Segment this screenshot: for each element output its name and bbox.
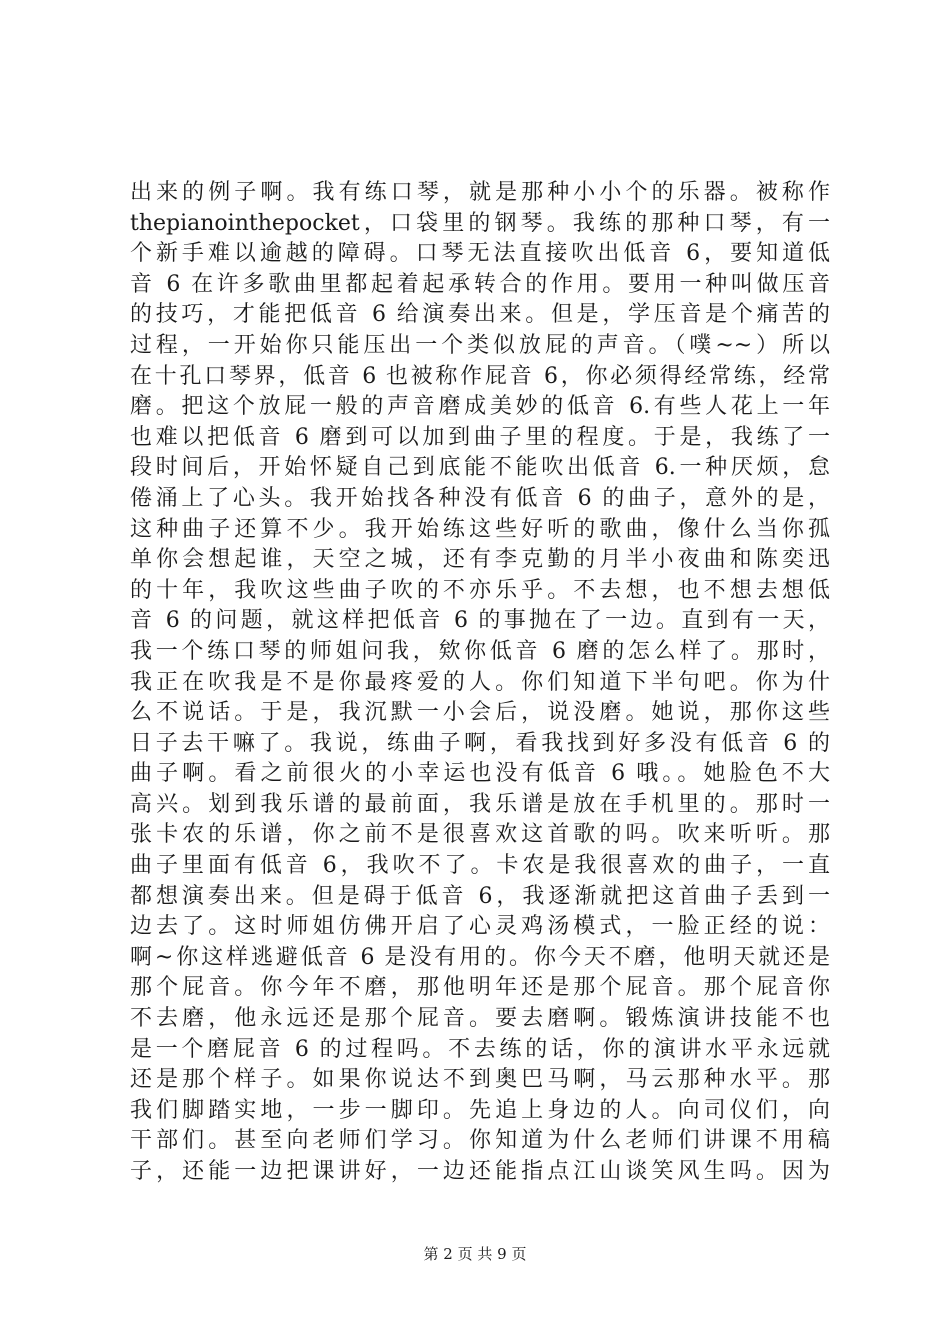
text-line: 音 6 在许多歌曲里都起着起承转合的作用。要用一种叫做压音 [130,271,830,297]
page-number-footer: 第 2 页 共 9 页 [423,1245,527,1263]
body-text [130,178,830,1188]
text-line: 么不说话。于是，我沉默一小会后，说没磨。她说，那你这些 [130,700,830,726]
text-line: 过程，一开始你只能压出一个类似放屁的声音。（噗~~）所以 [130,332,830,358]
text-line: 单你会想起谁，天空之城，还有李克勤的月半小夜曲和陈奕迅 [130,547,830,573]
text-line: 的技巧，才能把低音 6 给演奏出来。但是，学压音是个痛苦的 [130,302,830,328]
text-line: 出来的例子啊。我有练口琴，就是那种小小个的乐器。被称作 [130,180,830,205]
text-line: 啊~你这样逃避低音 6 是没有用的。你今天不磨，他明天就还是 [130,944,830,970]
text-line: 张卡农的乐谱，你之前不是很喜欢这首歌的吗。吹来听听。那 [130,822,830,848]
text-line: 我正在吹我是不是你最疼爱的人。你们知道下半句吧。你为什 [130,669,830,695]
text-line: 都想演奏出来。但是碍于低音 6，我逐渐就把这首曲子丢到一 [130,883,830,909]
text-line: 的十年，我吹这些曲子吹的不亦乐乎。不去想，也不想去想低 [130,577,830,603]
text-line: 干部们。甚至向老师们学习。你知道为什么老师们讲课不用稿 [130,1128,830,1154]
text-line: 子，还能一边把课讲好，一边还能指点江山谈笑风生吗。因为 [130,1159,830,1184]
text-line: 个新手难以逾越的障碍。口琴无法直接吹出低音 6，要知道低 [130,241,830,267]
text-line: 我们脚踏实地，一步一脚印。先追上身边的人。向司仪们，向 [130,1097,830,1123]
text-line: 这种曲子还算不少。我开始练这些好听的歌曲，像什么当你孤 [130,516,830,542]
text-line: 磨。把这个放屁一般的声音磨成美妙的低音 6.有些人花上一年 [130,394,830,420]
text-line: 那个屁音。你今年不磨，那他明年还是那个屁音。那个屁音你 [130,975,830,1001]
text-line: 在十孔口琴界，低音 6 也被称作屁音 6，你必须得经常练，经常 [130,363,830,389]
text-line: 也难以把低音 6 磨到可以加到曲子里的程度。于是，我练了一 [130,424,830,450]
text-line: 边去了。这时师姐仿佛开启了心灵鸡汤模式，一脸正经的说： [130,914,830,940]
text-line: 还是那个样子。如果你说达不到奥巴马啊，马云那种水平。那 [130,1067,830,1093]
text-line: 曲子里面有低音 6，我吹不了。卡农是我很喜欢的曲子，一直 [130,853,830,879]
text-line: 日子去干嘛了。我说，练曲子啊，看我找到好多没有低音 6 的 [130,730,830,756]
text-line: 倦涌上了心头。我开始找各种没有低音 6 的曲子，意外的是， [130,485,830,511]
text-line: 不去磨，他永远还是那个屁音。要去磨啊。锻炼演讲技能不也 [130,1006,830,1032]
text-line: 音 6 的问题，就这样把低音 6 的事抛在了一边。直到有一天， [130,608,830,634]
text-line: 曲子啊。看之前很火的小幸运也没有低音 6 哦。。她脸色不大 [130,761,830,787]
text-line: thepianointhepocket，口袋里的钢琴。我练的那种口琴，有一 [130,210,830,236]
text-line: 我一个练口琴的师姐问我，欸你低音 6 磨的怎么样了。那时， [130,638,830,664]
text-line: 高兴。划到我乐谱的最前面，我乐谱是放在手机里的。那时一 [130,791,830,817]
text-line: 段时间后，开始怀疑自己到底能不能吹出低音 6.一种厌烦，怠 [130,455,830,481]
text-line: 是一个磨屁音 6 的过程吗。不去练的话，你的演讲水平永远就 [130,1036,830,1062]
